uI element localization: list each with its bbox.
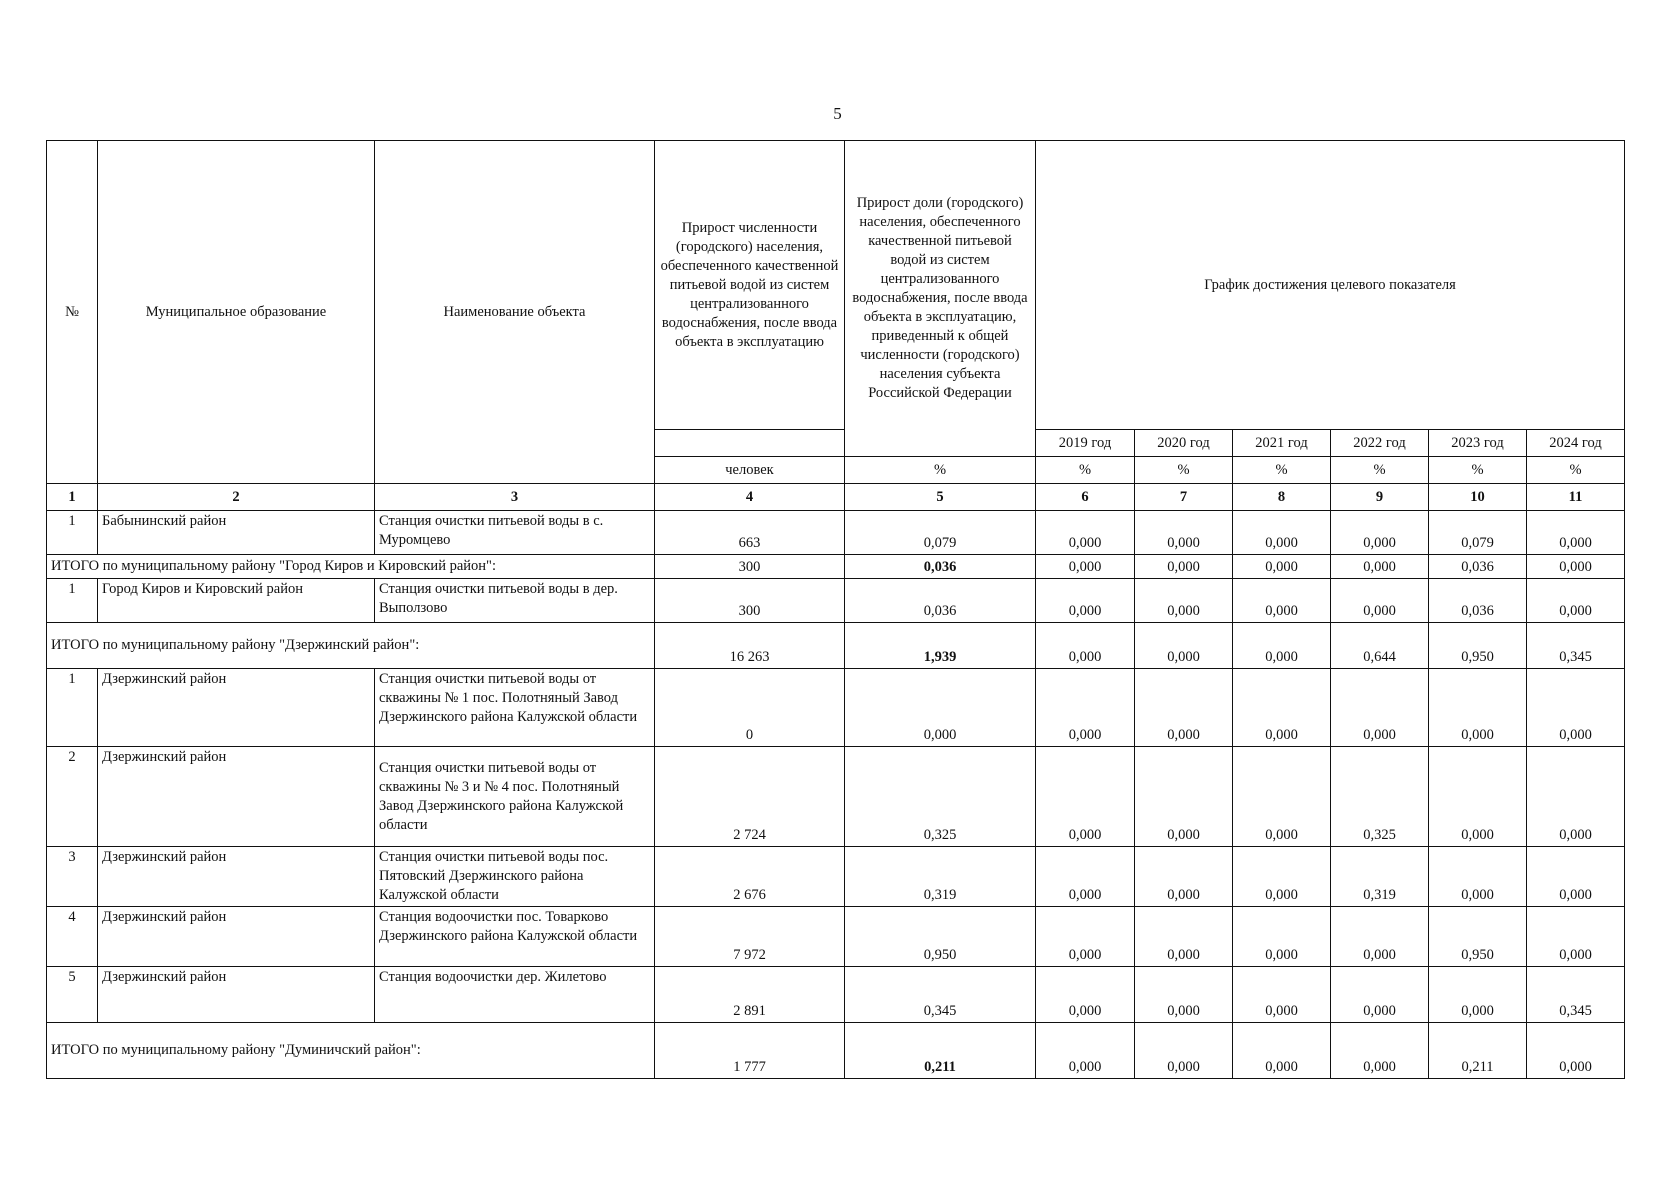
header-growth-count: Прирост численности (городского) населения, обеспеченного качественной питьевой водой из систем централизованного водоснабжения, после ввода объекта в эксплуатацию xyxy=(655,141,845,430)
year-value: 0,000 xyxy=(1036,747,1135,847)
year-value: 0,000 xyxy=(1233,623,1331,669)
year-value: 0,000 xyxy=(1233,967,1331,1023)
year-value: 0,000 xyxy=(1527,747,1625,847)
object-name: Станция очистки питьевой воды в дер. Выползово xyxy=(375,579,655,623)
year-value: 0,950 xyxy=(1429,623,1527,669)
unit-percent: % xyxy=(1135,457,1233,484)
year-value: 0,000 xyxy=(1429,669,1527,747)
unit-percent: % xyxy=(1429,457,1527,484)
year-value: 0,000 xyxy=(1135,555,1233,579)
year-value: 0,036 xyxy=(1429,555,1527,579)
header-growth-count-continued xyxy=(655,430,845,457)
row-number: 4 xyxy=(47,907,98,967)
year-value: 0,000 xyxy=(1429,967,1527,1023)
header-year-2023: 2023 год xyxy=(1429,430,1527,457)
column-number: 5 xyxy=(845,484,1036,511)
share-value: 1,939 xyxy=(845,623,1036,669)
column-number: 8 xyxy=(1233,484,1331,511)
row-number: 1 xyxy=(47,511,98,555)
year-value: 0,000 xyxy=(1233,1023,1331,1079)
column-number: 9 xyxy=(1331,484,1429,511)
row-number: 5 xyxy=(47,967,98,1023)
unit-percent: % xyxy=(845,457,1036,484)
year-value: 0,000 xyxy=(1429,747,1527,847)
header-no: № xyxy=(47,141,98,484)
total-row xyxy=(47,623,1625,669)
year-value: 0,000 xyxy=(1036,907,1135,967)
municipality: Дзержинский район xyxy=(98,747,375,847)
header-municipality: Муниципальное образование xyxy=(98,141,375,484)
object-name: Станция очистки питьевой воды от скважины № 3 и № 4 пос. Полотняный Завод Дзержинского района Калужской области xyxy=(375,747,655,847)
table-row xyxy=(47,907,1625,967)
year-value: 0,000 xyxy=(1331,555,1429,579)
header-row xyxy=(47,141,1625,430)
year-value: 0,000 xyxy=(1331,907,1429,967)
year-value: 0,000 xyxy=(1036,555,1135,579)
column-number-row xyxy=(47,484,1625,511)
municipality: Дзержинский район xyxy=(98,967,375,1023)
people-count: 663 xyxy=(655,511,845,555)
year-value: 0,000 xyxy=(1036,579,1135,623)
people-count: 16 263 xyxy=(655,623,845,669)
year-value: 0,000 xyxy=(1527,907,1625,967)
year-value: 0,000 xyxy=(1233,555,1331,579)
column-number: 4 xyxy=(655,484,845,511)
municipality: Дзержинский район xyxy=(98,847,375,907)
total-label: ИТОГО по муниципальному району "Думиничский район": xyxy=(47,1023,655,1079)
column-number: 10 xyxy=(1429,484,1527,511)
year-value: 0,950 xyxy=(1429,907,1527,967)
object-name: Станция очистки питьевой воды в с. Муромцево xyxy=(375,511,655,555)
column-number: 1 xyxy=(47,484,98,511)
header-year-2022: 2022 год xyxy=(1331,430,1429,457)
share-value: 0,079 xyxy=(845,511,1036,555)
year-value: 0,000 xyxy=(1429,847,1527,907)
page-number: 5 xyxy=(833,104,842,123)
row-number: 1 xyxy=(47,669,98,747)
header-year-2021: 2021 год xyxy=(1233,430,1331,457)
municipality: Город Киров и Кировский район xyxy=(98,579,375,623)
people-count: 2 891 xyxy=(655,967,845,1023)
column-number: 2 xyxy=(98,484,375,511)
year-value: 0,000 xyxy=(1036,1023,1135,1079)
column-number: 3 xyxy=(375,484,655,511)
year-value: 0,000 xyxy=(1233,511,1331,555)
year-value: 0,000 xyxy=(1527,511,1625,555)
year-value: 0,000 xyxy=(1527,1023,1625,1079)
municipality: Дзержинский район xyxy=(98,669,375,747)
year-value: 0,000 xyxy=(1135,579,1233,623)
year-value: 0,000 xyxy=(1135,967,1233,1023)
share-value: 0,325 xyxy=(845,747,1036,847)
people-count: 0 xyxy=(655,669,845,747)
year-value: 0,000 xyxy=(1527,669,1625,747)
header-object-name: Наименование объекта xyxy=(375,141,655,484)
share-value: 0,000 xyxy=(845,669,1036,747)
share-value: 0,345 xyxy=(845,967,1036,1023)
municipality: Бабынинский район xyxy=(98,511,375,555)
row-number: 2 xyxy=(47,747,98,847)
total-row xyxy=(47,555,1625,579)
year-value: 0,000 xyxy=(1135,747,1233,847)
people-count: 300 xyxy=(655,579,845,623)
year-value: 0,000 xyxy=(1135,847,1233,907)
column-number: 11 xyxy=(1527,484,1625,511)
year-value: 0,000 xyxy=(1331,669,1429,747)
year-value: 0,000 xyxy=(1331,1023,1429,1079)
year-value: 0,000 xyxy=(1036,511,1135,555)
year-value: 0,000 xyxy=(1233,847,1331,907)
year-value: 0,325 xyxy=(1331,747,1429,847)
people-count: 300 xyxy=(655,555,845,579)
share-value: 0,319 xyxy=(845,847,1036,907)
column-number: 7 xyxy=(1135,484,1233,511)
target-indicator-table xyxy=(46,140,1625,1079)
header-schedule: График достижения целевого показателя xyxy=(1036,141,1625,430)
year-value: 0,000 xyxy=(1135,623,1233,669)
unit-percent: % xyxy=(1527,457,1625,484)
table-row xyxy=(47,511,1625,555)
header-growth-share: Прирост доли (городского) населения, обеспеченного качественной питьевой водой из систем централизованного водоснабжения, после ввода объекта в эксплуатацию, приведенный к общей численности (городского) населения субъекта Российской Федерации xyxy=(845,141,1036,457)
total-label: ИТОГО по муниципальному району "Город Киров и Кировский район": xyxy=(47,555,655,579)
table-row xyxy=(47,669,1625,747)
table-row xyxy=(47,967,1625,1023)
people-count: 2 676 xyxy=(655,847,845,907)
year-value: 0,000 xyxy=(1527,555,1625,579)
unit-percent: % xyxy=(1331,457,1429,484)
year-value: 0,000 xyxy=(1135,669,1233,747)
year-value: 0,079 xyxy=(1429,511,1527,555)
year-value: 0,000 xyxy=(1233,747,1331,847)
unit-people: человек xyxy=(655,457,845,484)
year-value: 0,000 xyxy=(1331,967,1429,1023)
year-value: 0,000 xyxy=(1233,579,1331,623)
share-value: 0,036 xyxy=(845,579,1036,623)
unit-percent: % xyxy=(1036,457,1135,484)
year-value: 0,000 xyxy=(1036,623,1135,669)
year-value: 0,000 xyxy=(1135,511,1233,555)
year-value: 0,000 xyxy=(1036,669,1135,747)
row-number: 3 xyxy=(47,847,98,907)
share-value: 0,211 xyxy=(845,1023,1036,1079)
year-value: 0,036 xyxy=(1429,579,1527,623)
total-label: ИТОГО по муниципальному району "Дзержинский район": xyxy=(47,623,655,669)
total-row xyxy=(47,1023,1625,1079)
year-value: 0,000 xyxy=(1233,907,1331,967)
object-name: Станция водоочистки пос. Товарково Дзержинского района Калужской области xyxy=(375,907,655,967)
year-value: 0,000 xyxy=(1036,967,1135,1023)
year-value: 0,000 xyxy=(1527,579,1625,623)
year-value: 0,000 xyxy=(1135,907,1233,967)
header-year-2020: 2020 год xyxy=(1135,430,1233,457)
year-value: 0,000 xyxy=(1135,1023,1233,1079)
unit-percent: % xyxy=(1233,457,1331,484)
people-count: 2 724 xyxy=(655,747,845,847)
year-value: 0,345 xyxy=(1527,623,1625,669)
year-value: 0,000 xyxy=(1233,669,1331,747)
share-value: 0,036 xyxy=(845,555,1036,579)
people-count: 7 972 xyxy=(655,907,845,967)
year-value: 0,000 xyxy=(1527,847,1625,907)
people-count: 1 777 xyxy=(655,1023,845,1079)
object-name: Станция водоочистки дер. Жилетово xyxy=(375,967,655,1023)
share-value: 0,950 xyxy=(845,907,1036,967)
year-value: 0,000 xyxy=(1036,847,1135,907)
column-number: 6 xyxy=(1036,484,1135,511)
table-row xyxy=(47,847,1625,907)
object-name: Станция очистки питьевой воды от скважины № 1 пос. Полотняный Завод Дзержинского района Калужской области xyxy=(375,669,655,747)
row-number: 1 xyxy=(47,579,98,623)
year-value: 0,000 xyxy=(1331,511,1429,555)
header-year-2019: 2019 год xyxy=(1036,430,1135,457)
table-row xyxy=(47,747,1625,847)
year-value: 0,000 xyxy=(1331,579,1429,623)
municipality: Дзержинский район xyxy=(98,907,375,967)
year-value: 0,319 xyxy=(1331,847,1429,907)
year-value: 0,644 xyxy=(1331,623,1429,669)
year-value: 0,211 xyxy=(1429,1023,1527,1079)
header-year-2024: 2024 год xyxy=(1527,430,1625,457)
object-name: Станция очистки питьевой воды пос. Пятовский Дзержинского района Калужской области xyxy=(375,847,655,907)
table-row xyxy=(47,579,1625,623)
year-value: 0,345 xyxy=(1527,967,1625,1023)
